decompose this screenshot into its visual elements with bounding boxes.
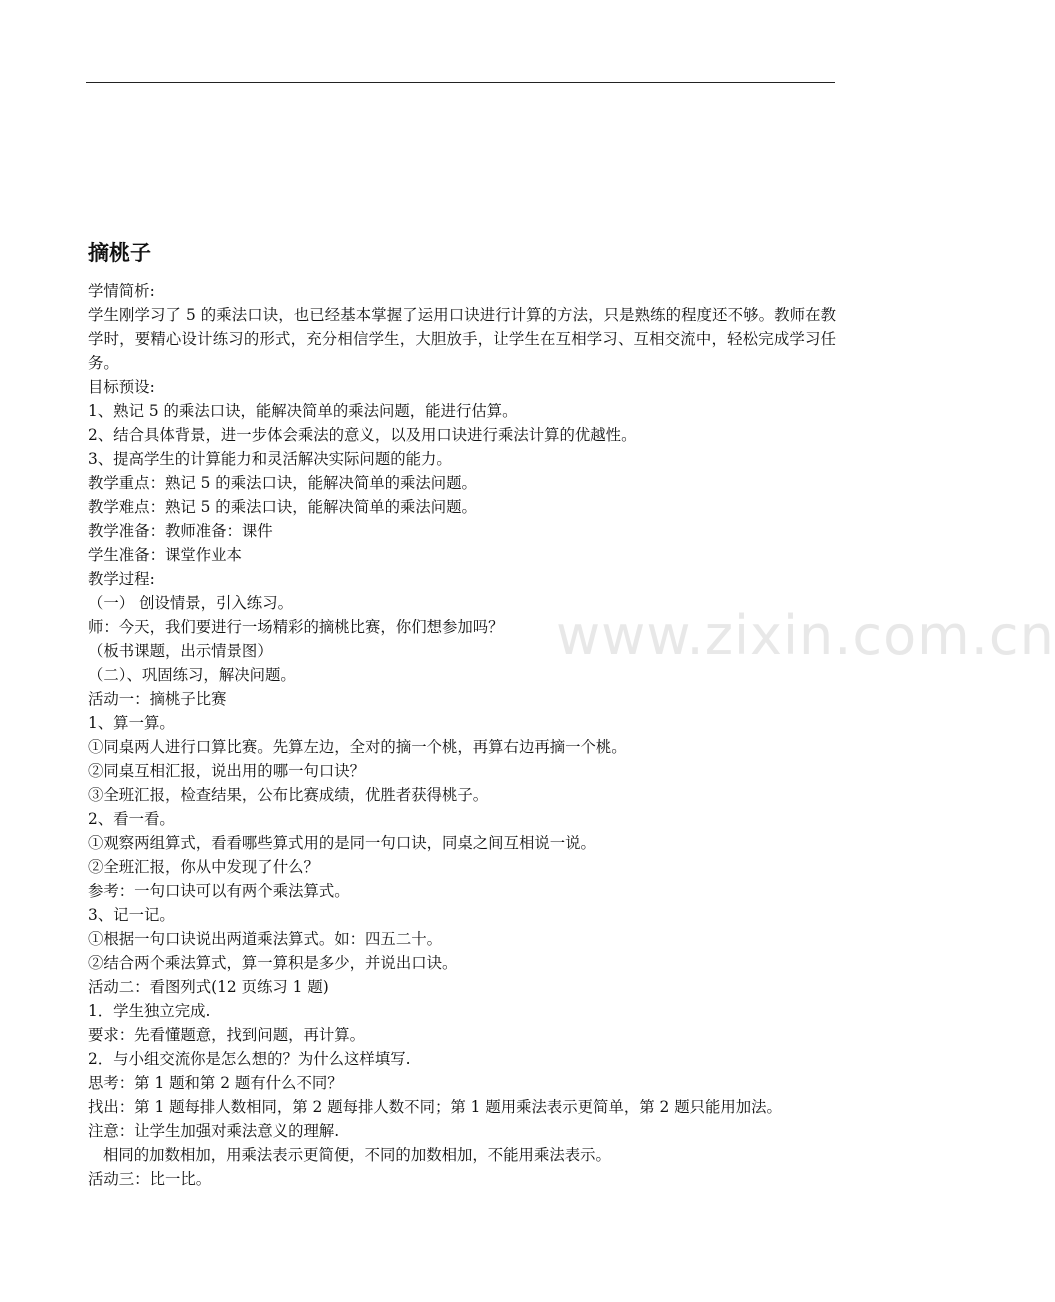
text-line: 学生准备：课堂作业本 [88, 546, 242, 564]
text-line: ③全班汇报，检查结果，公布比赛成绩，优胜者获得桃子。 [88, 786, 489, 804]
document-lines [88, 279, 836, 1191]
text-line: 学生刚学习了 5 的乘法口诀，也已经基本掌握了运用口诀进行计算的方法，只是熟练的程度还不够。教师在教学时，要精心设计练习的形式，充分相信学生，大胆放手，让学生在互相学习、互相交流中，轻松完成学习任务。 [88, 306, 836, 372]
text-line: （板书课题，出示情景图） [88, 642, 273, 660]
text-line: 1、算一算。 [88, 714, 175, 732]
text-line: 3、记一记。 [88, 906, 175, 924]
text-line: 2、结合具体背景，进一步体会乘法的意义，以及用口诀进行乘法计算的优越性。 [88, 426, 637, 444]
text-line: ①根据一句口诀说出两道乘法算式。如：四五二十。 [88, 930, 442, 948]
text-line: 目标预设: [88, 378, 155, 396]
text-line: 活动三：比一比。 [88, 1170, 212, 1188]
text-line: ①同桌两人进行口算比赛。先算左边，全对的摘一个桃，再算右边再摘一个桃。 [88, 738, 627, 756]
text-line: 3、提高学生的计算能力和灵活解决实际问题的能力。 [88, 450, 452, 468]
text-line: 找出：第 1 题每排人数相同，第 2 题每排人数不同；第 1 题用乘法表示更简单，第 2 题只能用加法。 [88, 1098, 782, 1116]
text-line: （一） 创设情景，引入练习。 [88, 594, 293, 612]
text-line: ①观察两组算式，看看哪些算式用的是同一句口诀，同桌之间互相说一说。 [88, 834, 596, 852]
text-line: 思考：第 1 题和第 2 题有什么不同？ [88, 1074, 343, 1092]
text-line: 活动二：看图列式(12 页练习 1 题) [88, 978, 329, 996]
document-title: 摘桃子 [88, 241, 151, 265]
text-line: ②全班汇报，你从中发现了什么？ [88, 858, 319, 876]
text-line: （二）、巩固练习，解决问题。 [88, 666, 296, 684]
text-line: 2．与小组交流你是怎么想的？为什么这样填写. [88, 1050, 411, 1068]
text-line: 1．学生独立完成. [88, 1002, 211, 1020]
text-line: ②结合两个乘法算式，算一算积是多少，并说出口诀。 [88, 954, 458, 972]
text-line: 教学准备：教师准备：课件 [88, 522, 273, 540]
text-line: 活动一：摘桃子比赛 [88, 690, 227, 708]
text-line: 相同的加数相加，用乘法表示更简便，不同的加数相加，不能用乘法表示。 [103, 1146, 611, 1164]
text-line: ②同桌互相汇报，说出用的哪一句口诀？ [88, 762, 366, 780]
text-line: 教学重点：熟记 5 的乘法口诀，能解决简单的乘法问题。 [88, 474, 477, 492]
text-line: 教学过程: [88, 570, 155, 588]
header-rule [86, 82, 835, 83]
text-line: 注意：让学生加强对乘法意义的理解. [88, 1122, 340, 1140]
text-line: 教学难点：熟记 5 的乘法口诀，能解决简单的乘法问题。 [88, 498, 477, 516]
text-line: 师：今天，我们要进行一场精彩的摘桃比赛，你们想参加吗？ [88, 618, 504, 636]
document-body [88, 236, 836, 1191]
watermark: www.zixin.com.cn [556, 604, 1055, 667]
text-line: 要求：先看懂题意，找到问题，再计算。 [88, 1026, 366, 1044]
text-line: 学情简析: [88, 282, 155, 300]
text-line: 参考：一句口诀可以有两个乘法算式。 [88, 882, 350, 900]
text-line: 1、熟记 5 的乘法口诀，能解决简单的乘法问题，能进行估算。 [88, 402, 518, 420]
text-line: 2、看一看。 [88, 810, 175, 828]
